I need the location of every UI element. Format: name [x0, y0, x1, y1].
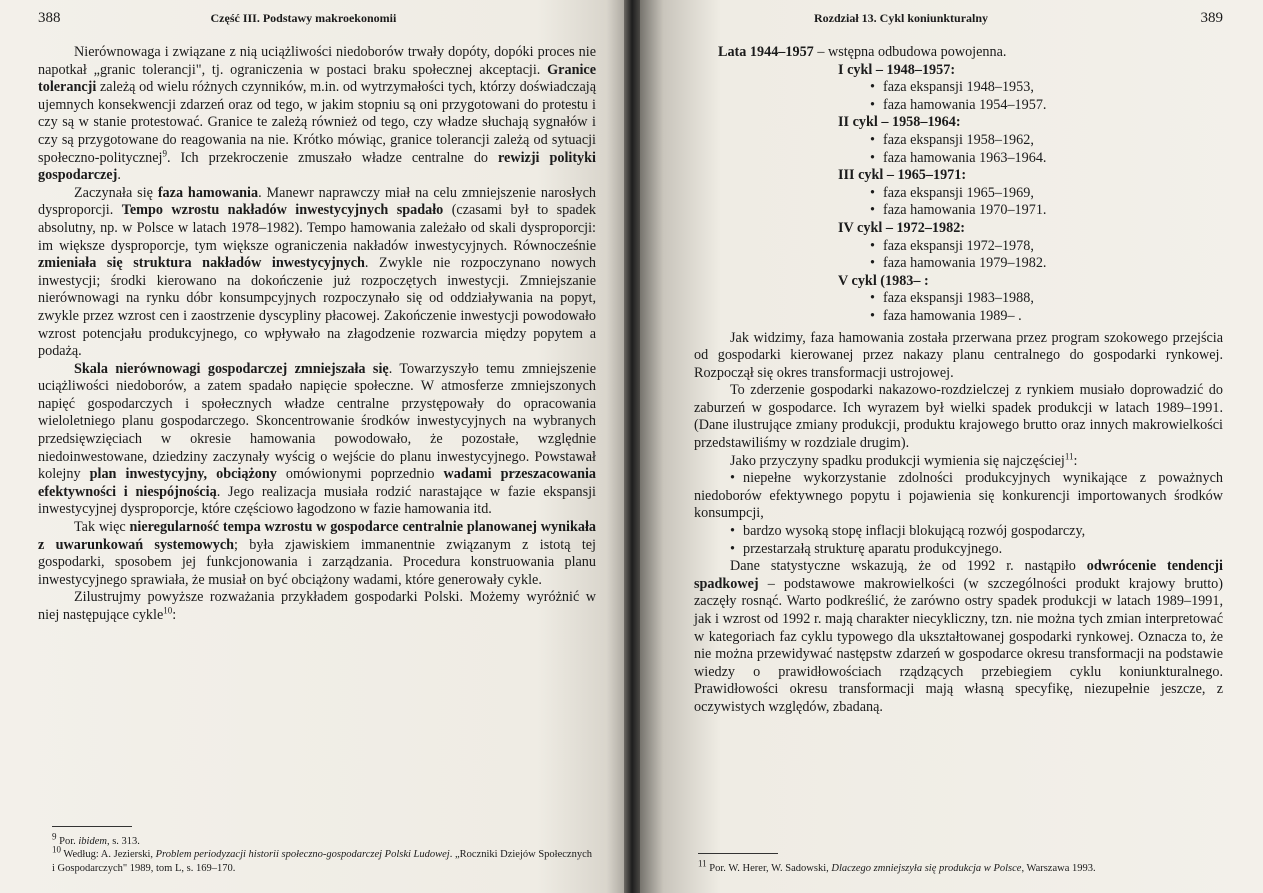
text-run: – podstawowe makrowielkości (w szczególności produkt krajowy brutto) zaczęły rosnąć. Warto podkreślić, że zarówno ostry spadek produkcji w latach 1989–1991, jak i wzrost od 1992 r. mają charakter niecykliczny, tzn. nie można tych zmian interpretować w kategoriach faz cyklu typowego dla ukształtowanej gospodarki rynkowej. Oznacza to, że nie można przewidywać następstw zdarzeń w gospodarce okresu transformacji na podstawie wiedzy o prawidłowościach rządzących przebiegiem cyklu koniunkturalnego. Prawidłowości okresu transformacji mają własną specyfikę, niezupełnie jeszcze, z oczywistych względów, zbadaną.: [694, 575, 1223, 715]
text-run: odwrócenie tendencji spadkowej: [694, 558, 1223, 592]
text-run: omówionymi poprzednio: [276, 466, 444, 483]
text-run: Tempo wzrostu nakładów inwestycyjnych spadało: [121, 202, 444, 219]
cycles-intro-text: – wstępna odbudowa powojenna.: [813, 44, 1007, 60]
cycle-phase: • faza ekspansji 1965–1969,: [870, 185, 1223, 203]
cycle-phase: • faza hamowania 1963–1964.: [870, 150, 1223, 168]
right-running-head: [694, 10, 1223, 32]
cycle-phase: • faza hamowania 1954–1957.: [870, 97, 1223, 115]
text-run: Zaczynała się: [74, 184, 158, 201]
text-run: Jako przyczyny spadku produkcji wymienia się najczęściej: [730, 452, 1065, 469]
text-run: .: [117, 167, 121, 184]
text-run: . Zwykle nie rozpoczynano nowych inwestycji; środki kierowano na dokończenie już rozpoczętych inwestycji. Zmniejszanie nierównowagi na rynku dóbr konsumpcyjnych rozpoczynało się od oddziaływania na popyt, zwykle przez wzrost cen i zaostrzenie dyscypliny płacowej. Zakończenie inwestycji powodowało wzrost potencjału produkcyjnego, co wpływało na złagodzenie rozwarcia między popytem a podażą.: [38, 255, 596, 360]
text-run: Zilustrujmy powyższe rozważania przykładem gospodarki Polski. Możemy wyróżnić w niej następujące cykle: [38, 589, 596, 623]
footnote-ref: 10: [52, 844, 61, 855]
text-run: :: [172, 607, 177, 623]
paragraph: [694, 330, 1223, 383]
text-run: , s. 313.: [106, 835, 140, 847]
paragraph: [694, 450, 1223, 471]
bullet-list: [694, 470, 1223, 558]
footnote-ref: 11: [698, 858, 707, 868]
text-run: faza hamowania: [157, 184, 259, 201]
text-run: . Jego realizacja musiała rodzić narastające w fazie ekspansji inwestycyjnej dysproporcje, które częściowo łagodzono w fazie hamowania itd.: [38, 483, 597, 518]
text-run: Granice tolerancji: [38, 61, 596, 96]
left-footnotes: [52, 826, 592, 876]
cycles-intro-bold: Lata 1944–1957: [718, 44, 814, 60]
text-run: Por. W. Herer, W. Sadowski,: [706, 862, 832, 874]
bullet-item: • niepełne wykorzystanie zdolności produkcyjnych wynikające z poważnych niedoborów efektywnego popytu i pojawienia się konkurencji importowanych środków konsumpcji,: [694, 470, 1223, 523]
cycle-phase: • faza ekspansji 1948–1953,: [870, 79, 1223, 97]
right-paragraphs: [694, 330, 1223, 471]
right-page: [632, 0, 1263, 893]
cycle-phase: • faza ekspansji 1972–1978,: [870, 238, 1223, 256]
text-run: Tak więc: [74, 519, 130, 536]
footnote-ref: 11: [1064, 450, 1074, 461]
text-run: Według: A. Jezierski,: [61, 849, 156, 860]
text-run: . Manewr naprawczy miał na celu zmniejszenie narosłych dysproporcji.: [38, 184, 597, 219]
paragraph: [694, 558, 1223, 716]
footnote: [52, 831, 592, 849]
cycle-title: I cykl – 1948–1957:: [838, 61, 956, 78]
text-run: zależą od wielu różnych czynników, m.in. od wytrzymałości tych, którzy doświadczają ujemnych konsekwencji zdarzeń oraz od tego, w jakim stopniu są oni przygotowani do protestu i czy są w stanie protestować. Granice te zależą również od tego, czy władze słuchają sygnałów i czy są przygotowane do reagowania na nie. Krótko mówiąc, granice tolerancji zależą od sytuacji społeczno-politycznej: [38, 79, 596, 166]
footnote: [52, 844, 592, 875]
paragraph: [38, 44, 596, 185]
text-run: Por.: [56, 835, 79, 847]
cycle-phase: • faza hamowania 1989– .: [870, 308, 1223, 326]
cycles-intro: [718, 44, 1223, 62]
footnote-rule: [52, 826, 132, 827]
paragraph: [38, 185, 596, 361]
text-run: nieregularność tempa wzrostu w gospodarce centralnie planowanej wynikała z uwarunkowań systemowych: [38, 519, 596, 553]
text-run: Problem periodyzacji historii społeczno-gospodarczej Polski Ludowej: [155, 849, 450, 860]
text-run: ibidem: [78, 835, 107, 847]
text-run: zmieniała się struktura nakładów inwestycyjnych: [38, 255, 365, 272]
text-run: , Warszawa 1993.: [1021, 862, 1096, 874]
footnote-ref: 9: [52, 831, 57, 841]
cycle-phase: • faza ekspansji 1983–1988,: [870, 290, 1223, 308]
text-run: . Towarzyszyło temu zmniejszenie uciążliwości niedoborów, a zatem spadało napięcie społeczne. W atmosferze zmniejszonych napięć gospodarczych i społecznych władze centralne przystępowały do opracowania wieloletniego planu gospodarczego. Skoncentrowanie środków inwestycyjnych na wybranych przedsięwzięciach w okresie hamowania powodowało, że pozostałe, względnie niedoinwestowane, dziedziny zaczynały wyścig o wejście do planu inwestycyjnego. Powstawał kolejny: [38, 360, 597, 483]
footnote: [698, 858, 1223, 876]
text-run: plan inwestycyjny, obciążony: [89, 466, 277, 483]
right-running-title: Rozdział 13. Cykl koniunkturalny: [814, 11, 989, 25]
left-body-text: [38, 44, 596, 625]
text-run: (czasami był to spadek absolutny, np. w Polsce w latach 1978–1982). Tempo hamowania zależało od skali dysproporcji: im większe dysproporcje, tym większe ograniczenia nakładów inwestycyjnych. Równocześnie: [38, 202, 597, 254]
right-paragraphs-after: [694, 558, 1223, 716]
right-body-text: [694, 330, 1223, 717]
left-footnote-list: [52, 831, 592, 876]
right-footnote-list: [698, 858, 1223, 876]
footnote-rule: [698, 853, 778, 854]
right-footnotes: [698, 853, 1223, 876]
left-running-title: Część III. Podstawy makroekonomii: [210, 11, 397, 25]
text-run: :: [1073, 452, 1078, 469]
cycle-title: III cykl – 1965–1971:: [838, 167, 967, 184]
cycle-title: V cykl (1983– :: [838, 272, 929, 289]
text-run: ; była zjawiskiem immanentnie związanym z istotą tej gospodarki, sposobem jej funkcjonowania i zarządzania. Procedura konstruowania planu inwestycyjnego sprawiała, że musiał on być obciążony wadami, które generowały cykle.: [38, 536, 596, 588]
book-gutter: [624, 0, 640, 893]
cycle-title: II cykl – 1958–1964:: [838, 114, 961, 131]
cycle-phase: • faza hamowania 1970–1971.: [870, 202, 1223, 220]
text-run: . Ich przekroczenie zmuszało władze centralne do: [167, 149, 498, 166]
bullet-item: • bardzo wysoką stopę inflacji blokującą rozwój gospodarczy,: [694, 523, 1223, 541]
left-running-head: [38, 10, 596, 32]
left-page-number: 388: [38, 10, 61, 26]
text-run: wadami przeszacowania efektywności i niespójnością: [38, 466, 596, 500]
text-run: Dlaczego zmniejszyła się produkcja w Polsce: [831, 862, 1022, 874]
right-page-number: 389: [1200, 10, 1223, 26]
paragraph: [694, 382, 1223, 452]
text-run: . „Roczniki Dziejów Społecznych i Gospodarczych" 1989, tom L, s. 169–170.: [52, 849, 592, 874]
cycle-title: IV cykl – 1972–1982:: [838, 219, 966, 236]
paragraph: [38, 361, 596, 519]
text-run: To zderzenie gospodarki nakazowo-rozdzielczej z rynkiem musiało doprowadzić do zaburzeń w gospodarce. Ich wyrazem był wielki spadek produkcji w latach 1989–1991. (Dane ilustrujące zmiany produkcji, produktu krajowego brutto oraz innych makrowielkości przedstawiliśmy w rozdziale drugim).: [694, 382, 1223, 452]
text-run: Nierównowaga i związane z nią uciążliwości niedoborów trwały dopóty, dopóki proces nie napotkał „granic tolerancji", tj. ograniczenia w postaci braku społecznej akceptacji.: [38, 44, 596, 78]
text-run: Skala nierównowagi gospodarczej zmniejszała się: [74, 360, 389, 377]
bullet-item: • przestarzałą strukturę aparatu produkcyjnego.: [694, 541, 1223, 559]
cycle-container: [718, 62, 1223, 326]
cycle-phase: • faza hamowania 1979–1982.: [870, 255, 1223, 273]
cycle-phase: • faza ekspansji 1958–1962,: [870, 132, 1223, 150]
paragraph: [38, 519, 596, 589]
cycles-list: [718, 44, 1223, 326]
text-run: Dane statystyczne wskazują, że od 1992 r. nastąpiło: [730, 558, 1087, 575]
text-run: Jak widzimy, faza hamowania została przerwana przez program szokowego przejścia od gospodarki kierowanej przez nakazy planu centralnego do gospodarki rynkowej. Rozpoczął się okres transformacji ustrojowej.: [694, 329, 1223, 381]
footnote-ref: 9: [162, 147, 167, 158]
footnote-ref: 10: [163, 605, 173, 616]
paragraph: [38, 589, 596, 624]
text-run: rewizji polityki gospodarczej: [38, 149, 596, 184]
